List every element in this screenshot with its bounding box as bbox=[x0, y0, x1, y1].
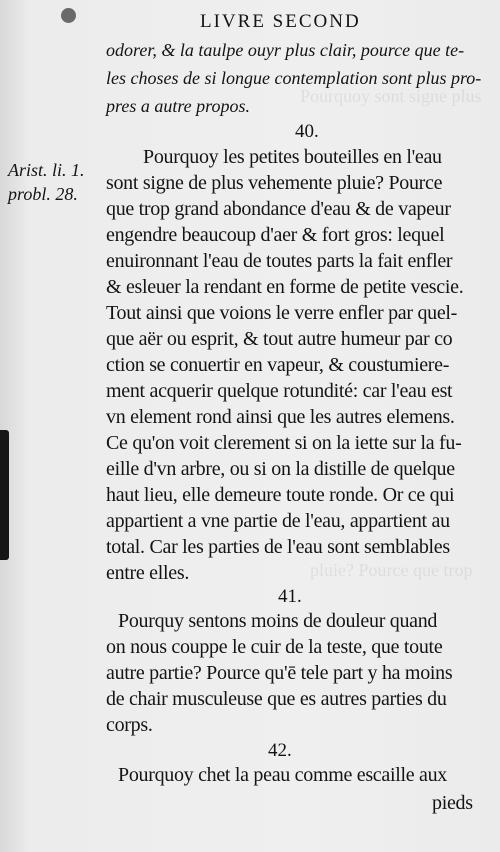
text-line: Pourquoy les petites bouteilles en l'eau bbox=[143, 146, 442, 168]
show-through-text: Pourquoy sont signe plus bbox=[300, 86, 482, 106]
text-line: sont signe de plus vehemente pluie? Pource bbox=[106, 172, 443, 194]
running-head: LIVRE SECOND bbox=[200, 11, 361, 32]
text-line: Pourquoy chet la peau comme escaille aux bbox=[118, 764, 447, 786]
text-line: que aër ou esprit, & tout autre humeur par co bbox=[106, 328, 453, 350]
text-line: ment acquerir quelque rotundité: car l'eau est bbox=[106, 380, 453, 402]
marginal-note: Arist. li. 1. bbox=[8, 160, 85, 180]
text-line: autre partie? Pource qu'ē tele part y ha moins bbox=[106, 662, 453, 684]
text-line: odorer, & la taulpe ouyr plus clair, pource que te- bbox=[106, 40, 465, 60]
text-line: de chair musculeuse que es autres parties du bbox=[106, 688, 447, 710]
text-line: entre elles. bbox=[106, 562, 190, 584]
ink-spot bbox=[61, 8, 76, 23]
binding-shadow bbox=[0, 430, 9, 560]
text-line: enuironnant l'eau de toutes parts la fait enfler bbox=[106, 250, 453, 272]
text-line: ction se conuertir en vapeur, & coustumiere- bbox=[106, 354, 450, 376]
text-line: haut lieu, elle demeure toute ronde. Or ce qui bbox=[106, 484, 455, 506]
text-line: on nous couppe le cuir de la teste, que toute bbox=[106, 636, 443, 658]
text-line: Tout ainsi que voions le verre enfler par quel- bbox=[106, 302, 458, 324]
show-through-text: pluie? Pource que trop bbox=[310, 560, 473, 580]
section-number: 41. bbox=[278, 586, 302, 607]
text-line: appartient a vne partie de l'eau, appartient au bbox=[106, 510, 450, 532]
text-line: total. Car les parties de l'eau sont semblables bbox=[106, 536, 450, 558]
text-line: les choses de si longue contemplation sont plus pro- bbox=[106, 68, 482, 88]
text-line: corps. bbox=[106, 714, 153, 736]
text-line: vn element rond ainsi que les autres elemens. bbox=[106, 406, 455, 428]
section-number: 40. bbox=[295, 121, 319, 142]
text-line: & esleuer la rendant en forme de petite vescie. bbox=[106, 276, 464, 298]
text-line: Ce qu'on voit clerement si on la iette sur la fu- bbox=[106, 432, 462, 454]
marginal-note: probl. 28. bbox=[8, 184, 78, 204]
text-line: Pourquy sentons moins de douleur quand bbox=[118, 610, 438, 632]
text-line: engendre beaucoup d'aer & fort gros: lequel bbox=[106, 224, 445, 246]
catchword: pieds bbox=[432, 792, 473, 814]
text-line: eille d'vn arbre, ou si on la distille de quelque bbox=[106, 458, 455, 480]
text-line: pres a autre propos. bbox=[106, 96, 250, 116]
section-number: 42. bbox=[268, 740, 292, 761]
text-line: que trop grand abondance d'eau & de vapeur bbox=[106, 198, 451, 220]
